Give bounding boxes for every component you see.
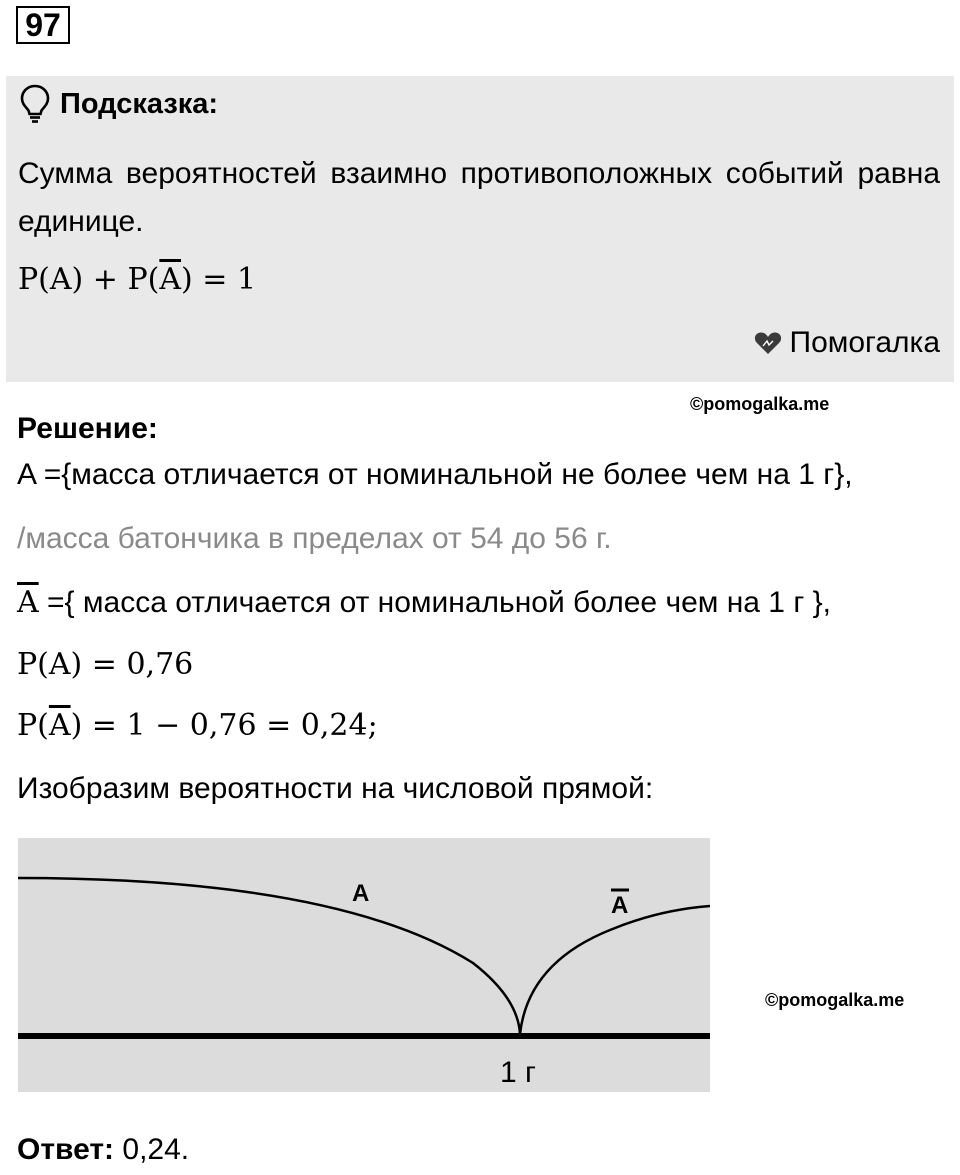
hint-header xyxy=(20,84,218,124)
brand-label xyxy=(754,326,941,360)
hint-text: Сумма вероятностей взаимно противоположных событий равна единице. xyxy=(18,157,940,238)
hint-title: Подсказка: xyxy=(60,87,219,120)
solution-line-4: P(A) = 0,76 xyxy=(17,647,194,682)
watermark-diagram: ©pomogalka.me xyxy=(765,990,905,1010)
hint-formula: $P(A) + P(\overline{A}) = 1$ xyxy=(18,262,257,297)
solution-title: Решение: xyxy=(17,412,158,445)
label-not-a: A xyxy=(611,892,629,919)
diagram-background xyxy=(18,838,710,1092)
probability-diagram xyxy=(18,838,710,1092)
solution-line-3: $\overline{A}$ ={ масса отличается от номинальной более чем на 1 г }, xyxy=(17,585,831,620)
axis-label: 1 г xyxy=(500,1056,536,1089)
label-a: A xyxy=(352,880,370,907)
solution-line-2: /масса батончика в пределах от 54 до 56 г. xyxy=(17,522,612,555)
watermark-top: ©pomogalka.me xyxy=(690,394,830,414)
lightbulb-icon xyxy=(20,84,50,124)
task-number: 97 xyxy=(16,6,70,44)
brand-name: Помогалка xyxy=(789,326,940,359)
heart-icon xyxy=(754,331,782,355)
solution-line-6: Изобразим вероятности на числовой прямой: xyxy=(17,772,654,805)
solution-line-5: $P(\overline{A}) = 1 - 0,76 = 0,24$; xyxy=(17,708,378,743)
answer: Ответ: 0,24. xyxy=(17,1133,190,1166)
solution-line-1: A ={масса отличается от номинальной не более чем на 1 г}, xyxy=(17,458,853,491)
hint-box xyxy=(6,76,954,382)
